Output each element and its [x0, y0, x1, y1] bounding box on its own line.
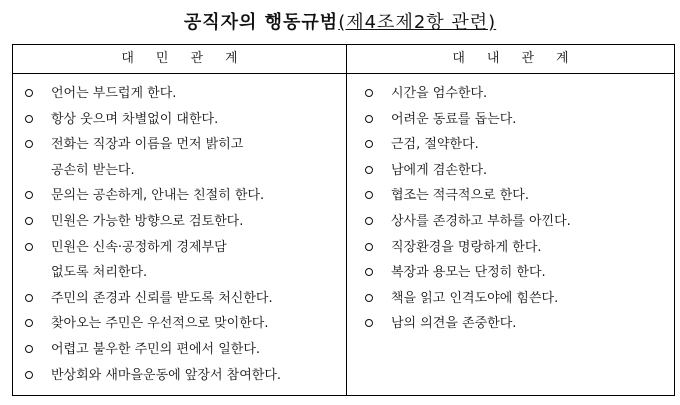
rule-text: 언어는 부드럽게 한다. [51, 86, 177, 101]
rule-text: 찾아오는 주민은 우선적으로 맞이한다. [51, 316, 269, 332]
rule-text: 남에게 겸손한다. [391, 162, 488, 178]
circle-bullet-icon [365, 89, 373, 97]
rule-text-continuation: 없도록 처리한다. [51, 265, 148, 281]
circle-bullet-icon [25, 89, 33, 97]
rule-text: 항상 웃으며 차별없이 대한다. [51, 111, 219, 127]
circle-bullet-icon [365, 191, 373, 199]
rule-text: 문의는 공손하게, 안내는 친절히 한다. [51, 188, 265, 204]
title-main: 공직자의 행동규범 [183, 12, 339, 33]
rule-text: 주민의 존경과 신뢰를 받도록 처신한다. [51, 290, 273, 306]
circle-bullet-icon [365, 268, 373, 276]
list-item [363, 260, 668, 286]
document-title [0, 8, 680, 34]
list-item [363, 209, 668, 235]
list-item [23, 286, 341, 312]
rule-text: 전화는 직장과 이름을 먼저 밝히고 [51, 137, 244, 153]
rule-text: 근검, 절약한다. [391, 137, 479, 153]
circle-bullet-icon [25, 191, 33, 199]
circle-bullet-icon [25, 319, 33, 327]
circle-bullet-icon [365, 294, 373, 302]
circle-bullet-icon [25, 294, 33, 302]
list-item [363, 132, 668, 158]
circle-bullet-icon [25, 243, 33, 251]
list-item [23, 235, 341, 286]
list-item [23, 337, 341, 363]
rule-text: 상사를 존경하고 부하를 아낀다. [391, 213, 571, 229]
rule-text: 민원은 신속·공정하게 경제부담 [51, 239, 227, 255]
circle-bullet-icon [25, 217, 33, 225]
list-item [363, 311, 668, 337]
rule-text: 어렵고 불우한 주민의 편에서 일한다. [51, 341, 261, 357]
circle-bullet-icon [25, 371, 33, 379]
list-item [363, 158, 668, 184]
list-item [23, 81, 341, 107]
rule-text: 남의 의견을 존중한다. [391, 316, 517, 332]
list-item [363, 286, 668, 312]
circle-bullet-icon [365, 166, 373, 174]
conduct-table [12, 44, 675, 396]
list-item [23, 132, 341, 183]
internal-relations-list [363, 81, 668, 337]
circle-bullet-icon [365, 319, 373, 327]
list-item [23, 311, 341, 337]
list-item [363, 107, 668, 133]
rule-text: 반상회와 새마을운동에 앞장서 참여한다. [51, 367, 282, 383]
circle-bullet-icon [365, 217, 373, 225]
title-reference: (제4조제2항 관련) [338, 12, 497, 33]
column-header-public-relations: 대민관계 [121, 51, 260, 66]
circle-bullet-icon [365, 115, 373, 123]
list-item [23, 363, 341, 389]
list-item [23, 183, 341, 209]
rule-text: 협조는 적극적으로 한다. [391, 188, 529, 204]
circle-bullet-icon [365, 243, 373, 251]
circle-bullet-icon [365, 140, 373, 148]
circle-bullet-icon [25, 345, 33, 353]
header-rule [13, 73, 674, 74]
circle-bullet-icon [25, 115, 33, 123]
rule-text: 어려운 동료를 돕는다. [391, 111, 517, 127]
column-divider [346, 45, 347, 395]
rule-text: 직장환경을 명랑하게 한다. [391, 239, 542, 255]
rule-text: 민원은 가능한 방향으로 검토한다. [51, 213, 244, 229]
rule-text: 시간을 엄수한다. [391, 86, 488, 101]
list-item [363, 235, 668, 261]
circle-bullet-icon [25, 140, 33, 148]
list-item [363, 81, 668, 107]
rule-text: 복장과 용모는 단정히 한다. [391, 265, 546, 281]
list-item [23, 107, 341, 133]
list-item [363, 183, 668, 209]
rule-text-continuation: 공손히 받는다. [51, 162, 135, 178]
list-item [23, 209, 341, 235]
rule-text: 책을 읽고 인격도야에 힘쓴다. [391, 290, 559, 306]
public-relations-list [23, 81, 341, 388]
column-header-internal-relations: 대내관계 [452, 51, 591, 66]
